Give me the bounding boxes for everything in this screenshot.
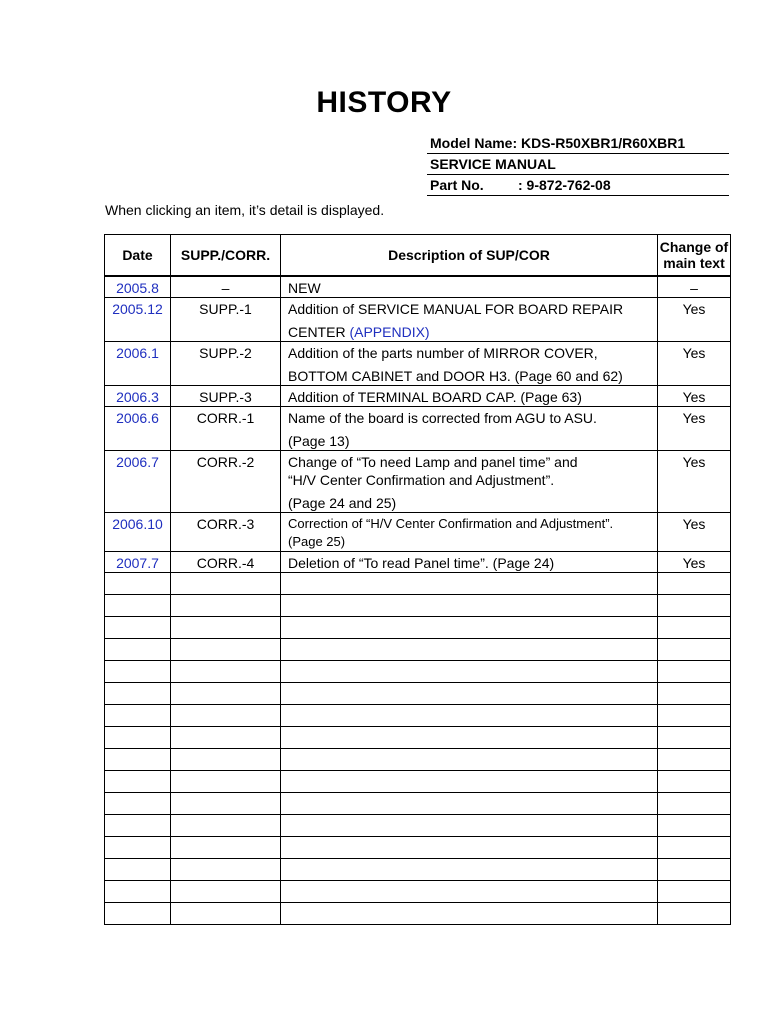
header-date: Date [105, 235, 171, 277]
supp-corr-cell: CORR.-4 [171, 552, 281, 573]
empty-row [105, 661, 731, 683]
description-cell: NEW [281, 276, 658, 298]
change-cell: Yes [658, 552, 731, 573]
change-cell: Yes [658, 513, 731, 552]
empty-row [105, 771, 731, 793]
description-cell: Addition of TERMINAL BOARD CAP. (Page 63) [281, 386, 658, 407]
description-line: BOTTOM CABINET and DOOR H3. (Page 60 and 62) [288, 368, 623, 384]
description-cell [281, 407, 658, 451]
empty-row [105, 573, 731, 595]
model-name-label: Model Name [430, 135, 513, 151]
header-change-of-main-text [658, 235, 731, 277]
description-line [288, 323, 654, 341]
description-cell: Deletion of “To read Panel time”. (Page 24) [281, 552, 658, 573]
empty-row [105, 617, 731, 639]
table-row[interactable] [105, 276, 731, 298]
supp-corr-cell: SUPP.-1 [171, 298, 281, 342]
empty-row [105, 683, 731, 705]
empty-row [105, 727, 731, 749]
supp-corr-cell: CORR.-3 [171, 513, 281, 552]
table-row[interactable] [105, 386, 731, 407]
description-line: Change of “To need Lamp and panel time” and [288, 454, 578, 470]
part-number-label: Part No. [430, 177, 484, 193]
table-row[interactable] [105, 342, 731, 386]
empty-row [105, 793, 731, 815]
header-change-line2: main text [663, 255, 725, 271]
description-line: Correction of “H/V Center Confirmation and Adjustment”. [288, 516, 614, 531]
description-cell [281, 298, 658, 342]
part-number-row [427, 175, 729, 196]
table-header-row [105, 235, 731, 277]
date-link[interactable]: 2006.1 [116, 345, 159, 361]
date-link[interactable]: 2006.7 [116, 454, 159, 470]
empty-row [105, 595, 731, 617]
history-table [104, 234, 731, 925]
manual-type-row [427, 154, 729, 175]
supp-corr-cell: CORR.-2 [171, 451, 281, 513]
date-link[interactable]: 2006.3 [116, 389, 159, 405]
header-supp-corr: SUPP./CORR. [171, 235, 281, 277]
description-line: “H/V Center Confirmation and Adjustment”. [288, 472, 555, 488]
table-row[interactable] [105, 552, 731, 573]
appendix-link[interactable]: (APPENDIX) [349, 324, 430, 340]
supp-corr-cell: – [171, 276, 281, 298]
description-cell [281, 342, 658, 386]
model-name-row [427, 134, 729, 154]
change-cell: Yes [658, 407, 731, 451]
empty-row [105, 881, 731, 903]
date-link[interactable]: 2007.7 [116, 555, 159, 571]
empty-row [105, 859, 731, 881]
supp-corr-cell: SUPP.-3 [171, 386, 281, 407]
supp-corr-cell: SUPP.-2 [171, 342, 281, 386]
description-text: CENTER [288, 324, 346, 340]
model-name-value: : KDS-R50XBR1/R60XBR1 [512, 135, 686, 151]
header-change-line1: Change of [659, 239, 729, 255]
change-cell: Yes [658, 342, 731, 386]
instruction-note: When clicking an item, it’s detail is displayed. [105, 202, 385, 218]
empty-row [105, 837, 731, 859]
change-cell: – [658, 276, 731, 298]
table-row[interactable] [105, 451, 731, 513]
table-row[interactable] [105, 407, 731, 451]
description-cell [281, 513, 658, 552]
empty-row [105, 815, 731, 837]
supp-corr-cell: CORR.-1 [171, 407, 281, 451]
empty-row [105, 639, 731, 661]
part-number-value: : 9-872-762-08 [518, 177, 611, 193]
header-description: Description of SUP/COR [281, 235, 658, 277]
manual-type: SERVICE MANUAL [430, 156, 556, 172]
change-cell: Yes [658, 451, 731, 513]
date-link[interactable]: 2005.8 [116, 280, 159, 296]
description-line: Name of the board is corrected from AGU to ASU. [288, 410, 597, 426]
date-link[interactable]: 2005.12 [112, 301, 163, 317]
description-line: (Page 25) [288, 534, 346, 549]
change-cell: Yes [658, 386, 731, 407]
description-line: Addition of SERVICE MANUAL FOR BOARD REPAIR [288, 301, 624, 317]
date-link[interactable]: 2006.6 [116, 410, 159, 426]
date-link[interactable]: 2006.10 [112, 516, 163, 532]
page-title: HISTORY [316, 86, 452, 119]
table-row[interactable] [105, 513, 731, 552]
empty-row [105, 705, 731, 727]
change-cell: Yes [658, 298, 731, 342]
empty-row [105, 903, 731, 925]
table-row[interactable] [105, 298, 731, 342]
description-line: (Page 13) [288, 433, 350, 449]
description-cell [281, 451, 658, 513]
manual-meta [427, 134, 729, 196]
description-line: (Page 24 and 25) [288, 495, 397, 511]
empty-row [105, 749, 731, 771]
description-line: Addition of the parts number of MIRROR COVER, [288, 345, 598, 361]
